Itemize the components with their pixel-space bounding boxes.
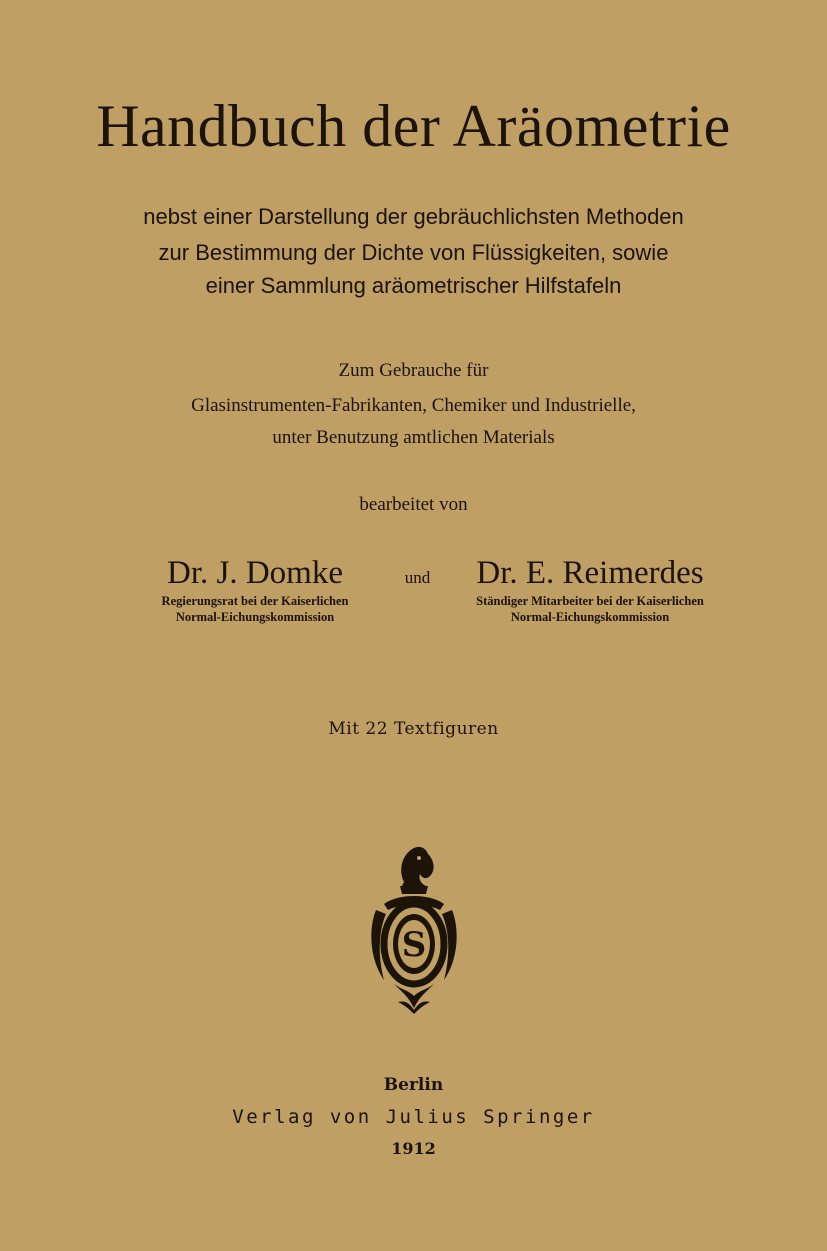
author-role: Regierungsrat bei der Kaiserlichen <box>161 594 349 608</box>
edited-by-label: bearbeitet von <box>359 494 468 515</box>
usage-line-3: unter Benutzung amtlichen Materials <box>272 427 555 448</box>
subtitle-line-3: einer Sammlung aräometrischer Hilfstafeln <box>205 273 622 298</box>
publisher-name: Verlag von Julius Springer <box>232 1106 595 1128</box>
publisher-city: Berlin <box>383 1075 444 1095</box>
book-title: Handbuch der Aräometrie <box>96 93 731 159</box>
subtitle-line-1: nebst einer Darstellung der gebräuchlichsten Methoden <box>143 204 684 229</box>
author-name: Dr. J. Domke <box>167 555 343 591</box>
author-name: Dr. E. Reimerdes <box>476 555 704 591</box>
conjunction-und: und <box>404 568 431 587</box>
svg-text:S: S <box>401 925 427 965</box>
author-reimerdes <box>440 553 740 625</box>
author-affiliation: Normal-Eichungskommission <box>510 610 670 624</box>
author-role: Ständiger Mitarbeiter bei der Kaiserlichen <box>476 594 704 608</box>
subtitle-line-2: zur Bestimmung der Dichte von Flüssigkeiten, sowie <box>158 240 669 265</box>
figures-note: Mit 22 Textfiguren <box>328 719 499 739</box>
usage-line-2: Glasinstrumenten-Fabrikanten, Chemiker und Industrielle, <box>191 395 636 416</box>
springer-knight-logo-icon <box>364 840 464 1015</box>
publication-year: 1912 <box>391 1139 436 1158</box>
author-domke <box>130 553 380 625</box>
author-affiliation: Normal-Eichungskommission <box>175 610 335 624</box>
usage-line-1: Zum Gebrauche für <box>338 360 489 381</box>
